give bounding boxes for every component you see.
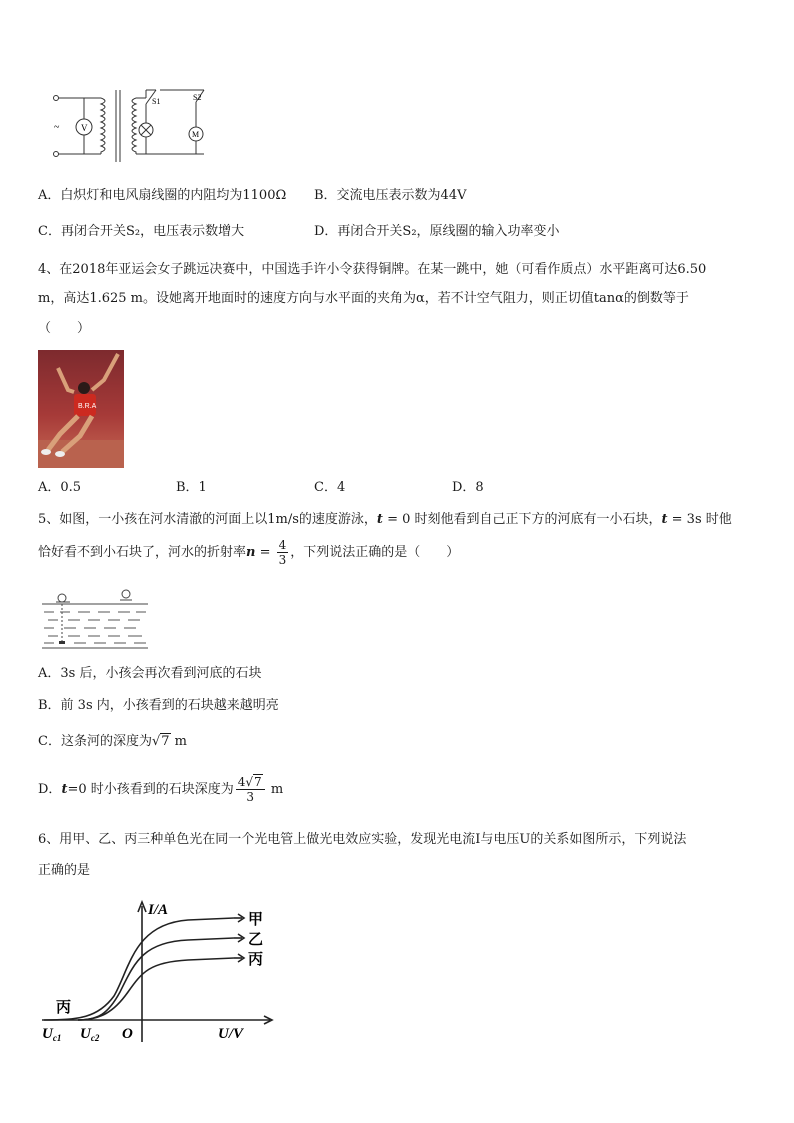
q4-stem-line1: 4、在2018年亚运会女子跳远决赛中，中国选手许小令获得铜牌。在某一跳中，她（可看作质点）水平距离可达6.50 [38,262,707,277]
q5-option-d: D．t=0 时小孩看到的石块深度为 $\frac{4√7}{3}$ m [38,775,284,804]
depth-fraction: $\frac{4√7}{3}$ [236,775,265,804]
curve-yi-label: 乙 [248,930,264,948]
bing-cutoff-label: 丙 [56,998,72,1016]
curve-jia-label: 甲 [248,910,264,928]
origin-label: O [122,1026,133,1042]
y-axis-label: I/A [148,902,169,918]
q6-stem-line2: 正确的是 [38,863,91,878]
x-axis-label: U/V [218,1026,244,1042]
q3-option-a: A．白炽灯和电风扇线圈的内阻均为1100Ω [38,188,287,203]
q3-option-d: D．再闭合开关S₂，原线圈的输入功率变小 [314,224,560,239]
ac-source-symbol: ~ [54,122,60,133]
sqrt-7: √7 [151,734,170,749]
q3-option-c: C．再闭合开关S₂，电压表示数增大 [38,224,245,239]
river-swimmer-diagram [38,586,152,652]
q4-stem-line3: （ ） [38,321,91,336]
uc1-label: $U_{c1}$ [42,1026,62,1043]
q3-option-b: B．交流电压表示数为44V [314,188,467,203]
refraction-index-fraction: $\frac{4}{3}$ [278,538,287,567]
long-jump-photo [38,350,124,468]
curve-bing-label: 丙 [248,950,264,968]
q6-stem-line1: 6、用甲、乙、丙三种单色光在同一个光电管上做光电效应实验，发现光电流I与电压U的关系如图所示，下列说法 [38,832,687,847]
switch-s1-label: S1 [152,97,161,106]
photocurrent-iv-graph [38,896,278,1046]
q5-stem-line2: 恰好看不到小石块了，河水的折射率n = $\frac{4}{3}$ ，下列说法正确的是（ ） [38,538,460,567]
transformer-circuit-diagram [46,82,216,170]
uc2-label: $U_{c2}$ [80,1026,100,1043]
q4-option-d: D．8 [452,480,484,495]
q5-option-b: B．前 3s 内，小孩看到的石块越来越明亮 [38,698,279,713]
athlete-bib: B.R.A [78,403,97,410]
q4-stem-line2: m，高达1.625 m。设她离开地面时的速度方向与水平面的夹角为α，若不计空气阻力，则正切值tanα的倒数等于 [38,291,689,306]
motor-label: M [192,130,200,139]
q5-option-a: A．3s 后，小孩会再次看到河底的石块 [38,666,262,681]
q5-stem-line1: 5、如图，一小孩在河水清澈的河面上以1m/s的速度游泳，t = 0 时刻他看到自己正下方的河底有一小石块，t = 3s 时他 [38,512,732,527]
q4-option-c: C．4 [314,480,346,495]
q4-option-b: B．1 [176,480,207,495]
q4-option-a: A．0.5 [38,480,82,495]
voltmeter-label: V [81,123,88,133]
switch-s2-label: S2 [193,93,202,102]
q5-option-c: C．这条河的深度为√7 m [38,732,187,752]
